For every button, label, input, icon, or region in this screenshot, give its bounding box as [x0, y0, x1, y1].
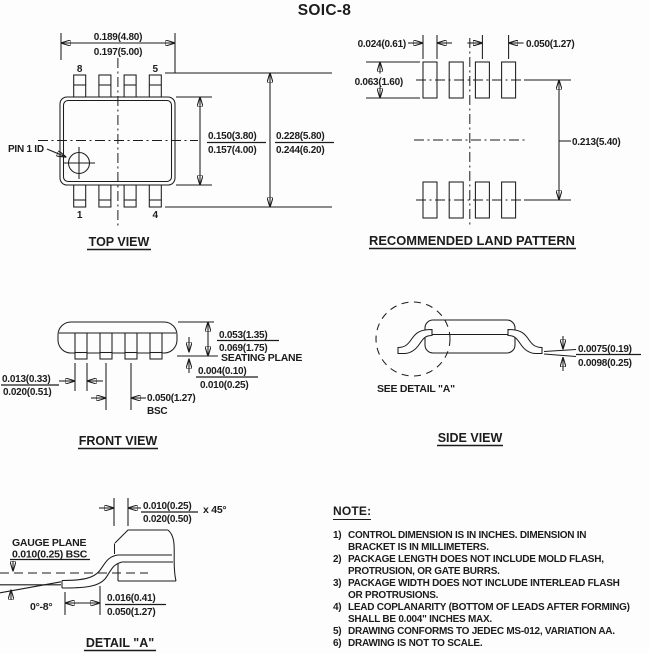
land-pattern-label: RECOMMENDED LAND PATTERN: [369, 234, 575, 248]
side-view-geometry: [376, 302, 641, 446]
note-number: 6): [333, 638, 342, 649]
detail-chamfer-min: 0.010(0.25): [143, 501, 192, 512]
front-body-height-max: 0.069(1.75): [219, 343, 268, 354]
note-item-4: [333, 602, 649, 626]
pin-number-8: 8: [76, 64, 83, 75]
side-view: [376, 302, 641, 446]
notes-list: [333, 530, 649, 650]
side-view-label: SIDE VIEW: [437, 431, 503, 445]
top-view-body-width-max: 0.197(5.00): [93, 47, 143, 58]
land-pattern: [355, 35, 621, 249]
front-view-leads: [75, 333, 162, 359]
note-line: OR PROTRUSIONS.: [348, 590, 439, 601]
detail-foot-length-max: 0.050(1.27): [107, 607, 156, 618]
detail-a-label: DETAIL "A": [85, 636, 155, 650]
top-view-body-length-min: 0.150(3.80): [208, 131, 257, 142]
note-item-6: [333, 638, 649, 650]
detail-a: [0, 498, 226, 651]
land-row-spacing-dim: 0.213(5.40): [572, 137, 621, 148]
detail-foot-angle: 0°-8°: [30, 601, 53, 613]
top-view-lead-span-max: 0.244(6.20): [276, 145, 325, 156]
land-pad-width-dim: 0.024(0.61): [357, 39, 406, 50]
pin1-id-label: PIN 1 ID: [8, 144, 44, 155]
seating-plane-label: SEATING PLANE: [221, 352, 303, 364]
front-body-height-min: 0.053(1.35): [219, 330, 268, 341]
front-standoff-min: 0.004(0.10): [198, 366, 247, 377]
note-text: [348, 554, 604, 578]
notes-title: NOTE:: [333, 504, 372, 518]
land-pad-length-dim: 0.063(1.60): [354, 77, 403, 88]
note-number: 2): [333, 554, 342, 565]
see-detail-a-label: SEE DETAIL "A": [377, 383, 455, 395]
note-line: PACKAGE LENGTH DOES NOT INCLUDE MOLD FLASH,: [348, 554, 604, 565]
page-title: SOIC-8: [297, 2, 352, 19]
note-number: 4): [333, 602, 342, 613]
detail-foot-length-min: 0.016(0.41): [107, 593, 156, 604]
land-pattern-geometry: [366, 35, 576, 249]
note-item-1: [333, 530, 649, 554]
front-view: [1, 322, 302, 449]
detail-lead-bottom-surface: [62, 562, 122, 588]
top-view-body-length-max: 0.157(4.00): [208, 145, 257, 156]
land-pad-pitch-dim: 0.050(1.27): [526, 39, 575, 50]
top-view-body-width-min: 0.189(4.80): [93, 32, 143, 43]
side-lead-thickness-min: 0.0075(0.19): [578, 344, 632, 355]
detail-body-top: [115, 530, 168, 543]
note-line: CONTROL DIMENSION IS IN INCHES. DIMENSION IN: [348, 530, 587, 541]
side-body-outline: [425, 320, 515, 353]
note-line: BRACKET IS IN MILLIMETERS.: [348, 542, 489, 553]
note-number: 1): [333, 530, 342, 541]
note-item-3: [333, 578, 649, 602]
front-view-label: FRONT VIEW: [78, 434, 158, 448]
note-number: 3): [333, 578, 342, 589]
front-lead-pitch: 0.050(1.27): [147, 393, 196, 404]
front-lead-width-min: 0.013(0.33): [2, 374, 51, 385]
detail-chamfer-angle: x 45°: [203, 504, 227, 516]
top-view: [8, 32, 334, 250]
pin-number-4: 4: [152, 210, 159, 221]
detail-chamfer-max: 0.020(0.50): [143, 514, 192, 525]
front-lead-pitch-bsc: BSC: [147, 406, 168, 417]
note-text: [348, 638, 482, 650]
top-view-label: TOP VIEW: [88, 235, 150, 249]
front-lead-width-max: 0.020(0.51): [3, 387, 52, 398]
gauge-plane-label: GAUGE PLANE: [12, 537, 87, 549]
note-text: [348, 578, 620, 602]
note-text: [348, 602, 630, 626]
note-text: [348, 626, 615, 638]
notes-section: [333, 502, 649, 650]
note-line: SHALL BE 0.004" INCHES MAX.: [348, 614, 492, 625]
note-line: PROTRUSION, OR GATE BURRS.: [348, 566, 500, 577]
note-item-2: [333, 554, 649, 578]
note-number: 5): [333, 626, 342, 637]
pin-number-1: 1: [76, 210, 83, 221]
note-line: DRAWING IS NOT TO SCALE.: [348, 638, 483, 649]
note-line: DRAWING CONFORMS TO JEDEC MS-012, VARIATION AA.: [348, 626, 615, 637]
side-lead-thickness-max: 0.0098(0.25): [578, 358, 632, 369]
note-text: [348, 530, 586, 554]
note-item-5: [333, 626, 649, 638]
pin1-id-marker: [47, 147, 95, 179]
front-standoff-max: 0.010(0.25): [200, 380, 249, 391]
top-view-lead-span-min: 0.228(5.80): [276, 131, 325, 142]
gauge-plane-dim: 0.010(0.25) BSC: [12, 548, 88, 561]
pin-number-5: 5: [152, 64, 159, 75]
note-line: PACKAGE WIDTH DOES NOT INCLUDE INTERLEAD FLASH: [348, 578, 620, 589]
note-line: LEAD COPLANARITY (BOTTOM OF LEADS AFTER FORMING): [348, 602, 630, 613]
